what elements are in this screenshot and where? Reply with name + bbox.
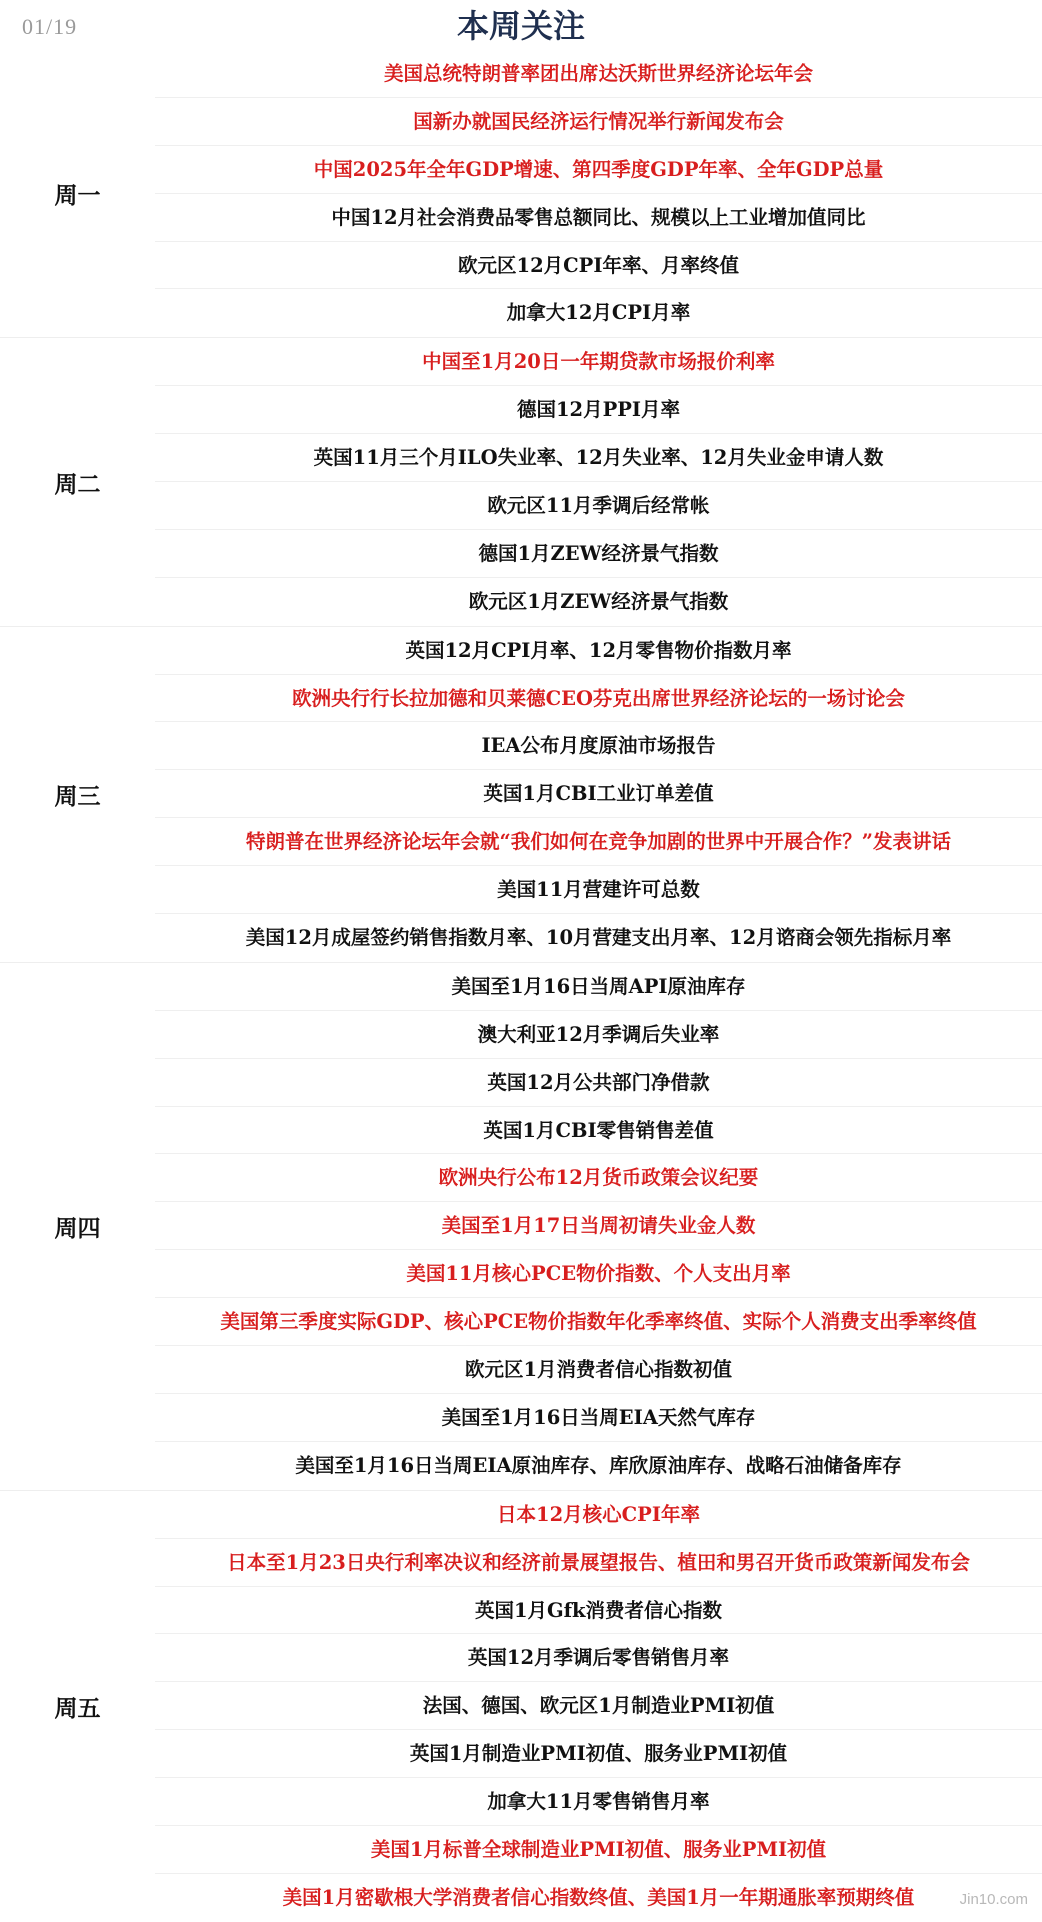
event-row: 英国12月CPI月率、12月零售物价指数月率	[155, 627, 1042, 675]
event-row: 美国至1月16日当周EIA天然气库存	[155, 1394, 1042, 1442]
day-group	[0, 50, 1042, 337]
event-row: 德国12月PPI月率	[155, 386, 1042, 434]
event-row-highlighted: 特朗普在世界经济论坛年会就“我们如何在竞争加剧的世界中开展合作？”发表讲话	[155, 818, 1042, 866]
day-label: 周二	[54, 470, 101, 498]
page-date: 01/19	[22, 14, 78, 39]
event-row: 欧元区12月CPI年率、月率终值	[155, 242, 1042, 290]
event-row-highlighted: 中国2025年全年GDP增速、第四季度GDP年率、全年GDP总量	[155, 146, 1042, 194]
event-row: IEA公布月度原油市场报告	[155, 722, 1042, 770]
event-row: 美国至1月16日当周EIA原油库存、库欣原油库存、战略石油储备库存	[295, 1453, 902, 1477]
event-row-highlighted: 日本12月核心CPI年率	[155, 1491, 1042, 1539]
event-row: 加拿大11月零售销售月率	[155, 1778, 1042, 1826]
event-row-highlighted: 美国11月核心PCE物价指数、个人支出月率	[155, 1250, 1042, 1298]
day-group	[0, 962, 1042, 1490]
event-row: 英国12月公共部门净借款	[155, 1059, 1042, 1107]
event-list	[155, 627, 1042, 962]
event-row-highlighted: 日本至1月23日央行利率决议和经济前景展望报告、植田和男召开货币政策新闻发布会	[155, 1539, 1042, 1587]
day-group	[0, 626, 1042, 962]
event-row: 英国1月CBI工业订单差值	[155, 770, 1042, 818]
event-row: 美国12月成屋签约销售指数月率、10月营建支出月率、12月谘商会领先指标月率	[245, 926, 952, 950]
event-row: 欧元区1月消费者信心指数初值	[155, 1346, 1042, 1394]
day-label: 周五	[54, 1694, 101, 1722]
event-row: 美国至1月16日当周API原油库存	[155, 963, 1042, 1011]
event-row-highlighted: 中国至1月20日一年期贷款市场报价利率	[155, 338, 1042, 386]
day-label: 周三	[54, 782, 101, 810]
event-row: 加拿大12月CPI月率	[506, 301, 691, 325]
day-group	[0, 1490, 1042, 1922]
event-row: 英国1月Gfk消费者信心指数	[155, 1587, 1042, 1635]
event-row-highlighted: 美国总统特朗普率团出席达沃斯世界经济论坛年会	[155, 50, 1042, 98]
event-list	[155, 963, 1042, 1490]
event-row-highlighted: 美国1月密歇根大学消费者信心指数终值、美国1月一年期通胀率预期终值	[282, 1885, 915, 1909]
event-list	[155, 1491, 1042, 1922]
event-row: 美国11月营建许可总数	[155, 866, 1042, 914]
event-row: 法国、德国、欧元区1月制造业PMI初值	[155, 1682, 1042, 1730]
weekly-schedule-table	[0, 50, 1042, 1922]
day-label: 周四	[54, 1214, 101, 1242]
event-row-highlighted: 美国第三季度实际GDP、核心PCE物价指数年化季率终值、实际个人消费支出季率终值	[155, 1298, 1042, 1346]
event-row-highlighted: 美国至1月17日当周初请失业金人数	[155, 1202, 1042, 1250]
event-list	[155, 338, 1042, 625]
event-row-highlighted: 欧洲央行行长拉加德和贝莱德CEO芬克出席世界经济论坛的一场讨论会	[155, 675, 1042, 723]
day-label: 周一	[54, 182, 101, 210]
event-row-highlighted: 欧洲央行公布12月货币政策会议纪要	[155, 1154, 1042, 1202]
event-row: 英国12月季调后零售销售月率	[155, 1634, 1042, 1682]
event-row: 德国1月ZEW经济景气指数	[155, 530, 1042, 578]
event-row: 英国11月三个月ILO失业率、12月失业率、12月失业金申请人数	[155, 434, 1042, 482]
event-row: 英国1月制造业PMI初值、服务业PMI初值	[155, 1730, 1042, 1778]
event-list	[155, 50, 1042, 337]
event-row: 欧元区11月季调后经常帐	[155, 482, 1042, 530]
event-row-highlighted: 美国1月标普全球制造业PMI初值、服务业PMI初值	[155, 1826, 1042, 1874]
event-row: 欧元区1月ZEW经济景气指数	[468, 589, 729, 613]
day-group	[0, 337, 1042, 625]
event-row-highlighted: 国新办就国民经济运行情况举行新闻发布会	[155, 98, 1042, 146]
event-row: 英国1月CBI零售销售差值	[155, 1107, 1042, 1155]
watermark: Jin10.com	[959, 1891, 1028, 1908]
event-row: 中国12月社会消费品零售总额同比、规模以上工业增加值同比	[155, 194, 1042, 242]
event-row: 澳大利亚12月季调后失业率	[155, 1011, 1042, 1059]
page-title: 本周关注	[456, 7, 585, 45]
